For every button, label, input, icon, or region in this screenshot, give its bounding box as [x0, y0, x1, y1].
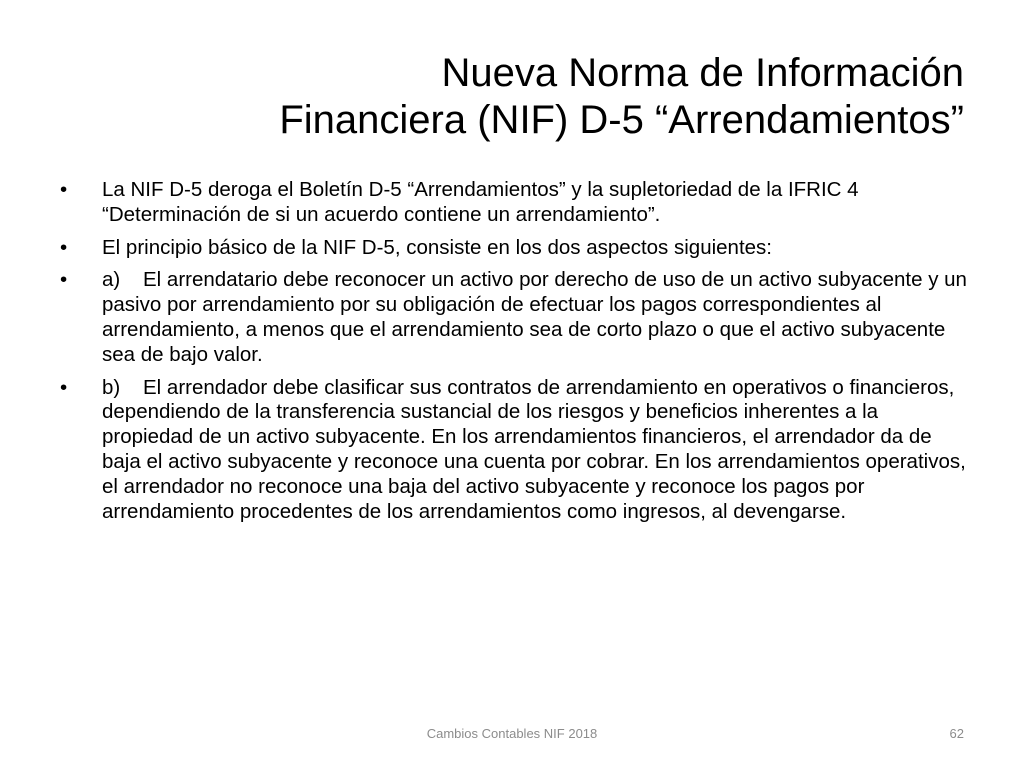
bullet-item-4: [60, 376, 970, 525]
bullet-dot-icon: •: [60, 178, 68, 201]
title-line-1: Nueva Norma de Información: [441, 51, 964, 95]
bullet-dot-icon: •: [60, 375, 68, 399]
title-line-2: Financiera (NIF) D-5 “Arrendamientos”: [279, 98, 964, 142]
bullet-list: [60, 178, 973, 532]
bullet-text: a) El arrendatario debe reconocer un activo por derecho de uso de un activo subyacente y un pasivo por arrendamiento por su obligación de efectuar los pagos correspondientes al arrendamiento, a menos que el arrendamiento sea de corto plazo o que el activo subyacente sea de bajo valor.: [102, 268, 973, 366]
bullet-item-3: [60, 268, 973, 367]
bullet-item-2: [60, 236, 970, 261]
bullet-text: La NIF D-5 deroga el Boletín D-5 “Arrendamientos” y la supletoriedad de la IFRIC 4 “Determinación de si un acuerdo contiene un arrendamiento”.: [102, 178, 859, 226]
bullet-text: El principio básico de la NIF D-5, consiste en los dos aspectos siguientes:: [102, 235, 773, 259]
bullet-item-1: [60, 178, 970, 228]
footer-label: Cambios Contables NIF 2018: [426, 726, 598, 741]
slide-title: [60, 50, 964, 144]
bullet-text: b) El arrendador debe clasificar sus contratos de arrendamiento en operativos o financieros, dependiendo de la transferencia sustancial de los riesgos y beneficios inherentes a la propiedad de un activo subyacente. En los arrendamientos financieros, el arrendador da de baja el activo subyacente y reconoce una cuenta por cobrar. En los arrendamientos operativos, el arrendador no reconoce una baja del activo subyacente y reconoce los pagos por arrendamiento procedentes de los arrendamientos como ingresos, al devengarse.: [102, 375, 972, 523]
bullet-dot-icon: •: [60, 235, 68, 259]
page-number: 62: [949, 726, 964, 741]
bullet-dot-icon: •: [60, 268, 68, 292]
